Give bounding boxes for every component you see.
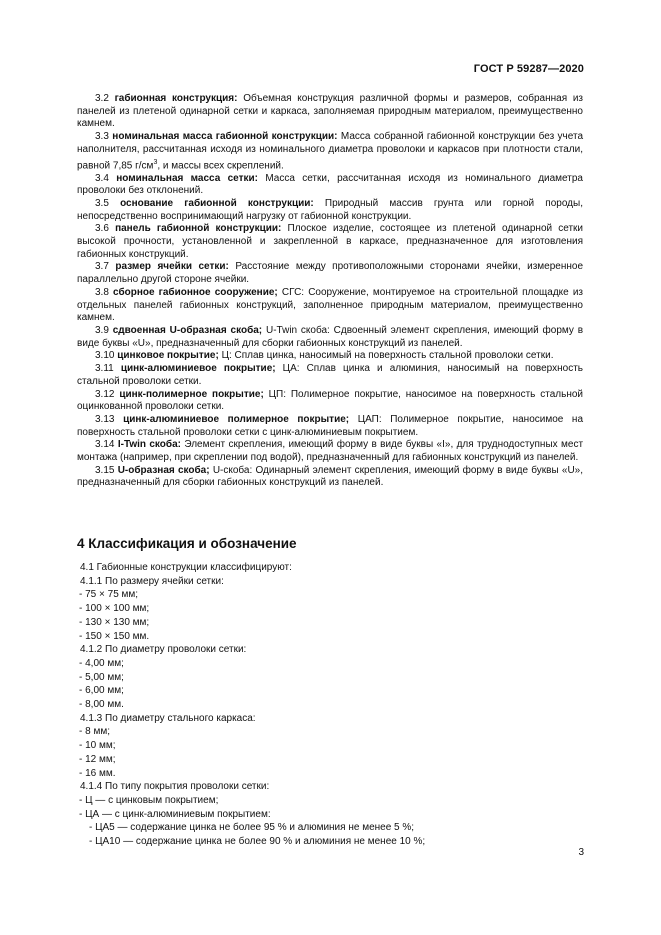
term-number: 3.8 <box>95 286 109 298</box>
term-name: сдвоенная U-образная скоба; <box>112 324 263 336</box>
term-definition: Плоское изделие, состоящее из плетеной одинарной сетки высокой прочности, установленной и закрепленной в каркасе, предназначенное для изготовления габионных конструкций. <box>77 223 584 260</box>
term-name: цинк-полимерное покрытие; <box>119 388 264 400</box>
document-code: ГОСТ Р 59287—2020 <box>473 63 584 75</box>
term-name: основание габионной конструкции: <box>120 197 314 209</box>
list-item: - 6,00 мм; <box>79 685 124 697</box>
term-name: I-Twin скоба: <box>117 439 181 451</box>
term-definition: U-скоба: Одинарный элемент скрепления, имеющий форму в виде буквы «U», предназначенный для сборки габионных конструкций из панелей. <box>77 464 583 489</box>
list-item: - Ц — с цинковым покрытием; <box>79 794 219 806</box>
term-name: цинк-алюминиевое покрытие; <box>120 363 276 375</box>
term-name: габионная конструкция: <box>114 93 238 104</box>
section-title: 4 Классификация и обозначение <box>77 536 297 551</box>
term-definition: Природный массив грунта или горной породы, непосредственно воспринимающий нагрузку от габионной конструкции. <box>77 197 583 222</box>
clause-line: 4.1 Габионные конструкции классифицируют: <box>80 562 292 573</box>
term-definition: ЦА: Сплав цинка и алюминия, наносимый на поверхность стальной проволоки сетки. <box>77 363 584 387</box>
term-paragraph <box>77 173 583 198</box>
term-number: 3.3 <box>95 131 109 143</box>
term-paragraph <box>77 198 583 223</box>
term-number: 3.13 <box>95 413 115 425</box>
clause-line: 4.1.2 По диаметру проволоки сетки: <box>80 644 247 656</box>
classification-list <box>77 561 583 849</box>
list-item: - ЦА — с цинк-алюминиевым покрытием: <box>79 808 271 820</box>
list-item: - 150 × 150 мм. <box>79 630 150 642</box>
term-number: 3.15 <box>95 464 115 476</box>
term-definition: Элемент скрепления, имеющий форму в виде буквы «I», для труднодоступных мест монтажа (например, при скреплении под водой), предназначенный для габионных конструкций из панелей. <box>77 439 584 464</box>
term-definition: СГС: Сооружение, монтируемое на строительной площадке из отдельных панелей габионных конструкций, заполненное природным материалом, преимущественно камнем. <box>77 286 583 324</box>
term-paragraph <box>77 350 583 363</box>
term-name: цинковое покрытие; <box>117 350 219 362</box>
term-definition: Масса собранной габионной конструкции без учета наполнителя, рассчитанная исходя из номинального диаметра проволоки и каркасов при плотности стали, равной 7,85 г/см <box>77 131 584 171</box>
term-paragraph <box>77 389 583 414</box>
term-definition: U-Twin скоба: Сдвоенный элемент скрепления, имеющий форму в виде буквы «U», предназначенный для сборки габионных конструкций из панелей. <box>77 324 584 349</box>
term-number: 3.7 <box>95 261 109 273</box>
term-number: 3.2 <box>95 93 109 104</box>
term-name: сборное габионное сооружение; <box>113 286 278 298</box>
term-number: 3.14 <box>95 439 115 451</box>
list-item: - ЦА5 — содержание цинка не более 95 % и алюминия не менее 5 %; <box>89 822 415 834</box>
term-paragraph <box>77 363 583 388</box>
list-item: - 100 × 100 мм; <box>79 603 150 615</box>
list-item: - 5,00 мм; <box>79 671 124 683</box>
term-number: 3.9 <box>95 324 109 336</box>
term-paragraph <box>77 93 583 131</box>
term-definition: ЦП: Полимерное покрытие, наносимое на поверхность стальной оцинкованной проволоки сетки. <box>77 388 583 413</box>
page-number: 3 <box>578 847 584 858</box>
list-item: - 12 мм; <box>79 753 116 765</box>
term-number: 3.11 <box>95 363 114 375</box>
list-item: - 8 мм; <box>79 726 110 738</box>
list-item: - 8,00 мм. <box>79 699 124 711</box>
term-name: U-образная скоба; <box>117 464 210 476</box>
term-name: панель габионной конструкции: <box>115 223 282 235</box>
term-number: 3.10 <box>95 350 115 362</box>
term-number: 3.12 <box>95 388 115 400</box>
terms-list <box>77 93 583 490</box>
term-paragraph <box>77 131 583 172</box>
clause-line: 4.1.4 По типу покрытия проволоки сетки: <box>80 781 270 793</box>
term-name: номинальная масса габионной конструкции: <box>112 131 338 143</box>
term-paragraph <box>77 465 583 490</box>
list-item: - 75 × 75 мм; <box>79 589 139 601</box>
term-paragraph <box>77 325 583 350</box>
term-number: 3.4 <box>95 172 109 184</box>
term-definition: Масса сетки, рассчитанная исходя из номинального диаметра проволоки без отклонений. <box>77 172 583 197</box>
term-paragraph <box>77 261 583 286</box>
term-definition: Объемная конструкция различной формы и размеров, собранная из панелей из плетеной одинарной сетки и каркаса, заполняемая природным материалом, преимущественно камнем. <box>77 93 583 130</box>
term-name: размер ячейки сетки: <box>115 261 229 273</box>
list-item: - 10 мм; <box>79 740 116 752</box>
term-paragraph <box>77 439 583 464</box>
term-paragraph <box>77 287 583 325</box>
list-item: - 4,00 мм; <box>79 657 124 669</box>
term-number: 3.6 <box>95 223 109 235</box>
term-definition: ЦАП: Полимерное покрытие, наносимое на поверхность стальной проволоки сетки с цинк-алюминиевым покрытием. <box>77 413 584 438</box>
term-name: номинальная масса сетки: <box>116 172 258 184</box>
term-paragraph <box>77 223 583 261</box>
term-definition: Ц: Сплав цинка, наносимый на поверхность стальной проволоки сетки. <box>221 350 554 362</box>
term-paragraph <box>77 414 583 439</box>
term-superscript: 3 <box>153 158 158 166</box>
term-definition-tail: , и массы всех скреплений. <box>157 159 284 171</box>
clause-line: 4.1.3 По диаметру стального каркаса: <box>80 712 256 724</box>
term-name: цинк-алюминиевое полимерное покрытие; <box>123 413 350 425</box>
list-item: - 130 × 130 мм; <box>79 616 150 628</box>
list-item: - 16 мм. <box>79 767 116 779</box>
term-definition: Расстояние между противоположными сторонами ячейки, измеренное параллельно другой стороне ячейки. <box>77 261 584 286</box>
list-item: - ЦА10 — содержание цинка не более 90 % и алюминия не менее 10 %; <box>89 836 426 848</box>
term-number: 3.5 <box>95 197 109 209</box>
clause-line: 4.1.1 По размеру ячейки сетки: <box>80 575 224 587</box>
